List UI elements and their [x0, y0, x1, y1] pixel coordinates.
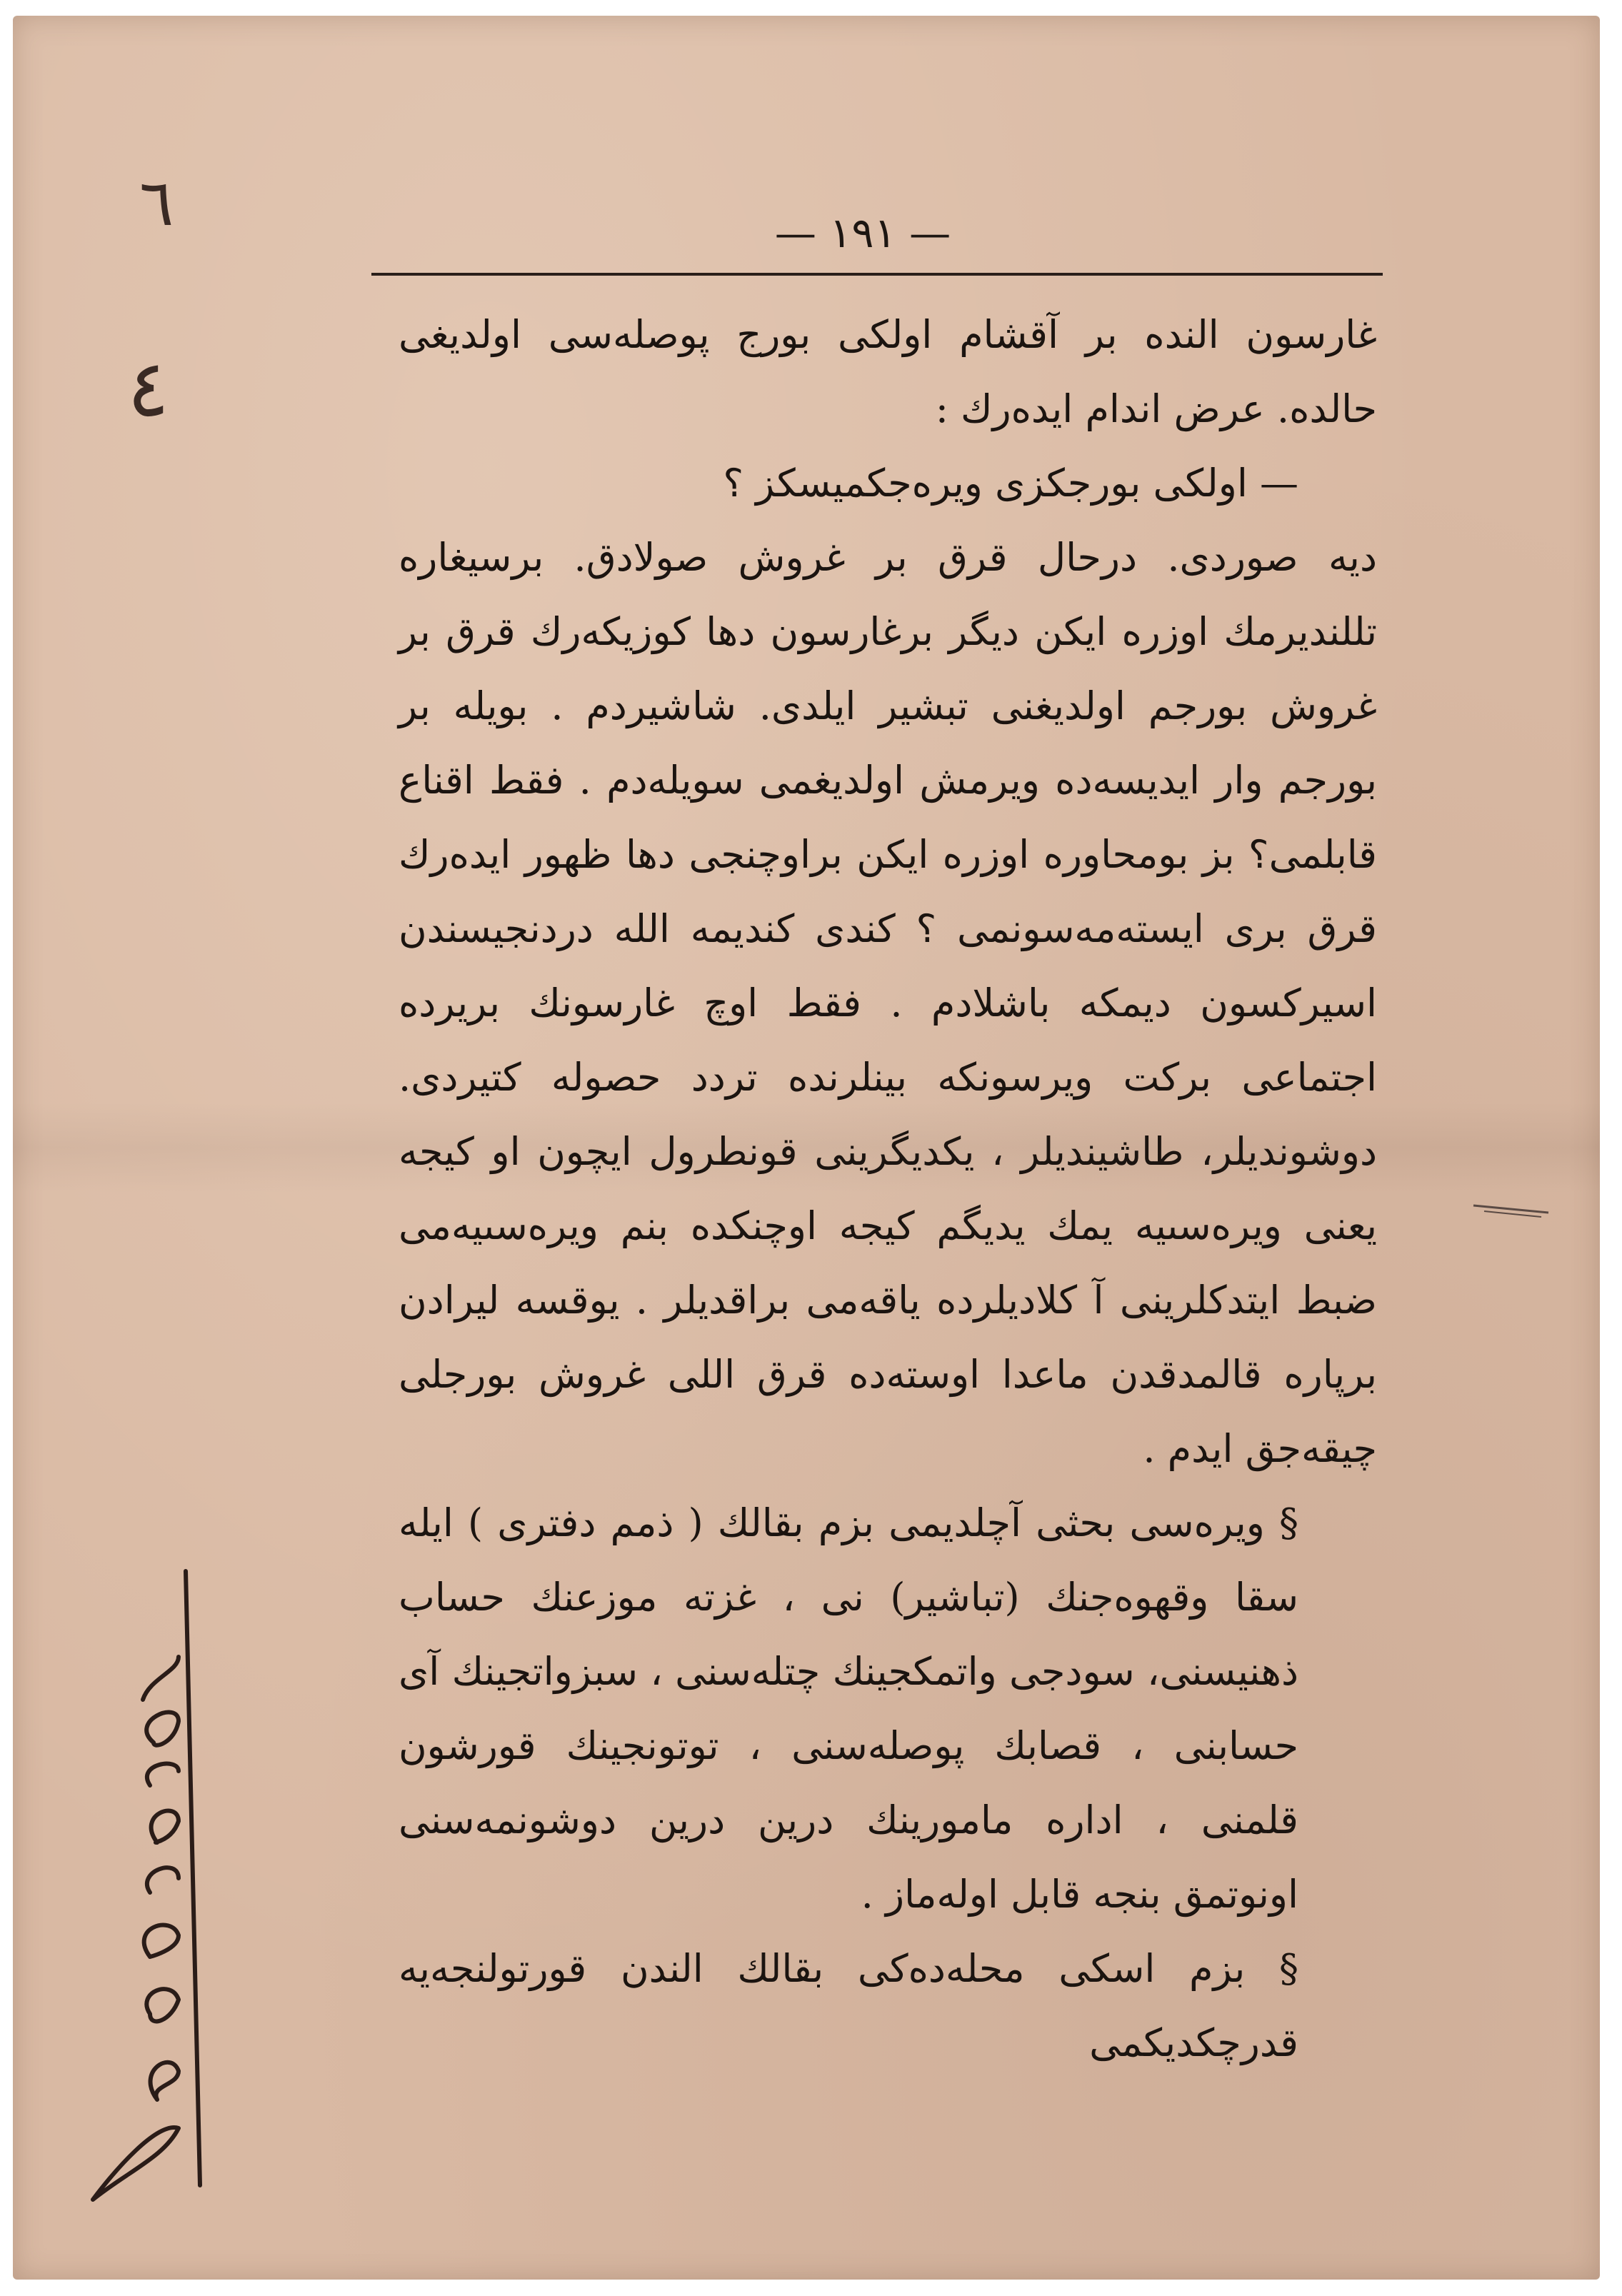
- margin-mark-second: ٤: [127, 343, 170, 434]
- paragraph-3: ديە صوردى. درحال قرق بر غروش صولادق. برسيغارە تللنديرمك اوزرە ايكن ديگر برغارسون دها كوزيكەرك قرق بر غروش بورجم اولديغنى تبشير ايلدى. شاشيردم . بويلە بر بورجم وار ايديسەدە ويرمش اولديغمى سويلەدم . فقط اقناع قابلمى؟ بز بومحاورە اوزرە ايكن براوچنجى دها ظهور ايدەرك قرق برى ايستەمەسونمى ؟ كندى كنديمە الله دردنجيسندن اسيركسون ديمكە باشلادم . فقط اوچ غارسونك بريردە اجتماعى بركت ويرسونكە بينلرندە تردد حصولە كتيردى. دوشونديلر، طاشينديلر ، يكديگرينى قونطرول ايچون او كيجە يعنى ويرەسىيە يمك يديگم كيجە اوچنكدە بنم ويرەسىيەمى ضبط ايتدكلرينى آ كلاديلردە ياقەمى براقديلر . يوقسە ليرادن برپارە قالمدقدن ماعدا اوستەدە قرق اللى غروش بورجلى چيقەجق ايدم .: [399, 535, 1377, 1471]
- signature: [71, 1557, 257, 2228]
- body-text: [399, 298, 1377, 2080]
- paragraph-2-dialogue: — اولكى بورجكزى ويرەجكميسكز ؟: [723, 461, 1298, 506]
- header-rule: [371, 273, 1383, 276]
- pencil-mark: [1470, 1193, 1556, 1221]
- page-number: — ١٩١ —: [774, 209, 951, 257]
- margin-mark-top: ٦: [139, 166, 174, 241]
- paragraph-4: § ويرەسى بحثى آچلديمى بزم بقالك ( ذمم دفترى ) ايلە سقا وقهوەجنك (تباشير) نى ، غزتە موزعنك حساب ذهنيسنى، سودجى واتمكجينك چتلەسنى ، سبزواتجينك آى حسابنى ، قصابك پوصلەسنى ، توتونجينك قورشون قلمنى ، ادارە مامورينك درين درين دوشونمەسنى اونوتمق بنجە قابل اولەماز .: [399, 1500, 1298, 1917]
- paragraph-1: غارسون الندە بر آقشام اولكى بورج پوصلەسى اولديغى حالدە. عرض اندام ايدەرك :: [399, 312, 1377, 431]
- paragraph-5: § بزم اسكى محلەدەكى بقالك الندن قورتولنجەيە قدرچكديكمى: [399, 1946, 1298, 2065]
